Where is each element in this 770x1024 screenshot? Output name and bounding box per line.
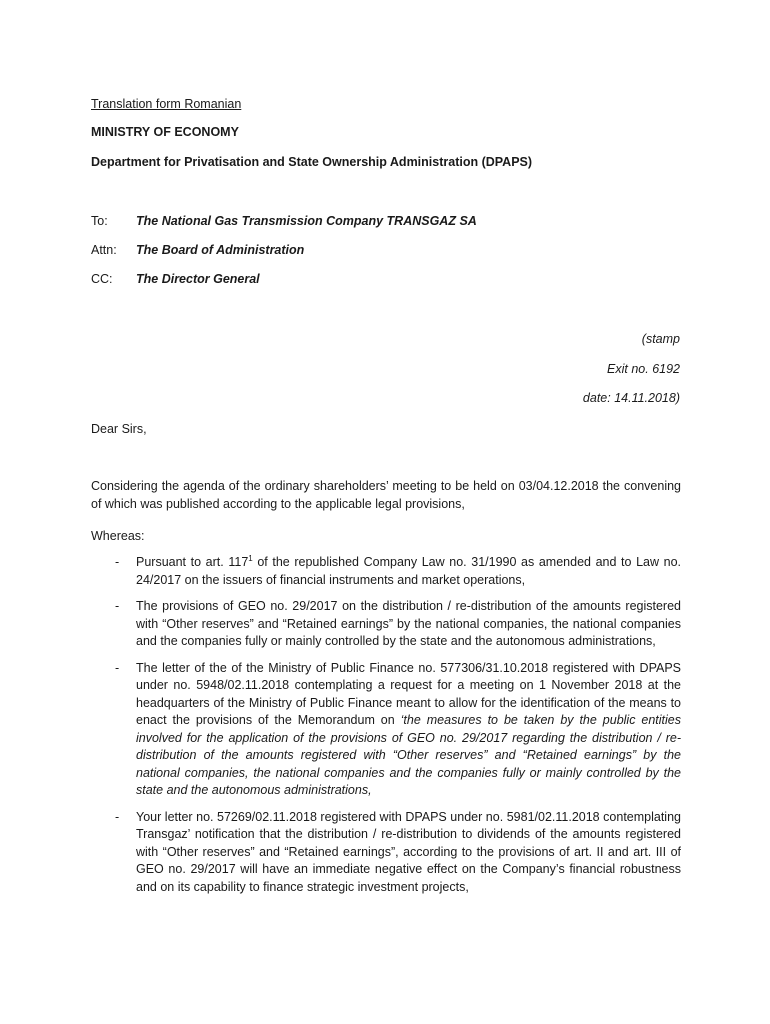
intro-paragraph: Considering the agenda of the ordinary shareholders’ meeting to be held on 03/04.12.2018 the convening of which was published according to the applicable legal provisions, bbox=[91, 479, 681, 511]
list-item bbox=[91, 660, 681, 800]
list-item bbox=[91, 809, 681, 897]
addressee-attn-label: Attn: bbox=[91, 243, 117, 257]
translation-note: Translation form Romanian bbox=[91, 97, 242, 111]
addressee-to-label: To: bbox=[91, 214, 108, 228]
list-item bbox=[91, 598, 681, 651]
addressee-cc-label: CC: bbox=[91, 272, 113, 286]
bullet-2-text: The provisions of GEO no. 29/2017 on the distribution / re-distribution of the amounts registered with “Other reserves” and “Retained earnings” by the national companies, the national companies and the companies fully or mainly controlled by the state and the autonomous administrations, bbox=[136, 599, 681, 648]
stamp-exit-number: Exit no. 6192 bbox=[607, 362, 680, 376]
whereas-list bbox=[91, 554, 681, 905]
bullet-1-text-end: of the republished Company Law no. 31/1990 as amended and to Law no. 24/2017 on the issuers of financial instruments and market operations, bbox=[136, 555, 681, 587]
bullet-1-text-start: Pursuant to art. 117 bbox=[136, 555, 249, 569]
addressee-cc bbox=[91, 271, 260, 287]
bullet-3-text: The letter of the of the Ministry of Public Finance no. 577306/31.10.2018 registered with DPAPS under no. 5948/02.11.2018 contemplating a request for a meeting on 1 November 2018 at the headquarters of the Ministry of Public Finance meant to allow for the identification of the means to enact the provisions of the Memorandum on bbox=[136, 660, 681, 727]
department-title: Department for Privatisation and State Ownership Administration (DPAPS) bbox=[91, 155, 533, 169]
addressee-attn-value: The Board of Administration bbox=[136, 243, 305, 257]
ministry-title: MINISTRY OF ECONOMY bbox=[91, 125, 239, 139]
bullet-dash: - bbox=[115, 809, 120, 824]
bullet-dash: - bbox=[115, 660, 120, 675]
bullet-dash: - bbox=[115, 555, 120, 569]
bullet-1-superscript: 1 bbox=[248, 553, 253, 563]
addressee-to-value: The National Gas Transmission Company TRANSGAZ SA bbox=[136, 214, 477, 228]
stamp-date: date: 14.11.2018) bbox=[582, 391, 680, 405]
addressee-cc-value: The Director General bbox=[136, 272, 260, 286]
whereas-heading: Whereas: bbox=[91, 529, 145, 543]
addressee-to bbox=[91, 213, 477, 229]
stamp-line-1: (stamp bbox=[641, 332, 680, 346]
bullet-dash: - bbox=[115, 599, 120, 613]
salutation: Dear Sirs, bbox=[91, 422, 147, 436]
list-item bbox=[91, 554, 681, 589]
addressee-attn bbox=[91, 242, 304, 258]
bullet-4-text: Your letter no. 57269/02.11.2018 registered with DPAPS under no. 5981/02.11.2018 contemplating Transgaz’ notification that the distribution / re-distribution to dividends of the amounts registered with “Other reserves” and “Retained earnings”, according to the provisions of art. II and art. III of GEO no. 29/2017 will have an immediate negative effect on the Company’s financial robustness and on its capability to finance strategic investment projects, bbox=[136, 809, 681, 894]
bullet-3-italic-text: ‘the measures to be taken by the public entities involved for the application of the provisions of GEO no. 29/2017 regarding the distribution / re-distribution of the amounts registered with “Other reserves” and “Retained earnings” by the national companies, the national companies and the companies fully or mainly controlled by the state and the autonomous administrations, bbox=[136, 713, 681, 797]
